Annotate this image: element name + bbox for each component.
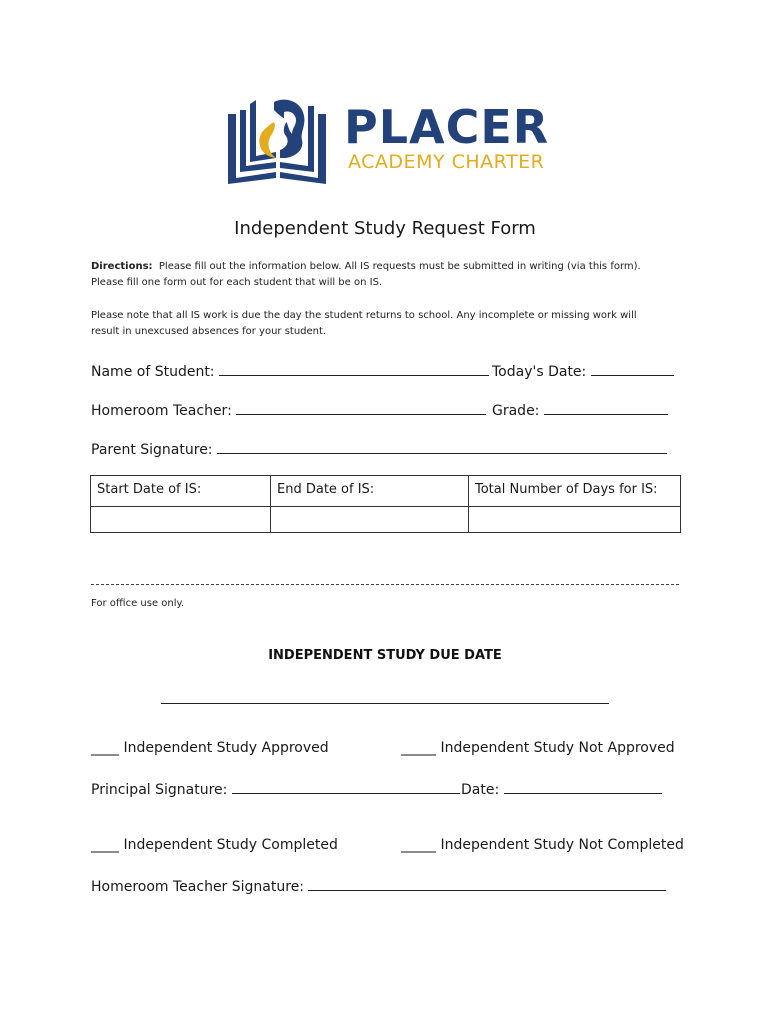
- directions-line-2: Please fill one form out for each student that will be on IS.: [91, 277, 383, 288]
- todays-date-row: [492, 361, 674, 380]
- principal-signature-label: Principal Signature:: [91, 782, 228, 798]
- student-name-row: [91, 361, 489, 380]
- homeroom-signature-field[interactable]: [308, 876, 666, 891]
- form-title: Independent Study Request Form: [234, 218, 536, 239]
- not-approved-option[interactable]: _____ Independent Study Not Approved: [401, 740, 675, 756]
- directions-text-1: Please fill out the information below. All IS requests must be submitted in writing (via this form).: [158, 261, 641, 272]
- start-date-cell[interactable]: [91, 507, 271, 533]
- table-header-row: [91, 476, 681, 507]
- homeroom-teacher-field[interactable]: [236, 400, 486, 415]
- principal-date-field[interactable]: [504, 779, 662, 794]
- student-name-label: Name of Student:: [91, 364, 215, 380]
- office-use-note: For office use only.: [91, 598, 185, 609]
- homeroom-signature-row: [91, 876, 666, 895]
- student-name-field[interactable]: [219, 361, 489, 376]
- parent-signature-field[interactable]: [217, 439, 667, 454]
- due-date-heading: INDEPENDENT STUDY DUE DATE: [268, 648, 502, 663]
- principal-date-label: Date:: [461, 782, 500, 798]
- homeroom-teacher-row: [91, 400, 486, 419]
- table-row: [91, 507, 681, 533]
- grade-field[interactable]: [544, 400, 668, 415]
- completed-option[interactable]: ____ Independent Study Completed: [91, 837, 338, 853]
- logo-wordmark: PLACER: [344, 100, 550, 154]
- logo-subtitle: ACADEMY CHARTER: [348, 151, 545, 173]
- total-days-header: Total Number of Days for IS:: [469, 476, 681, 507]
- parent-signature-row: [91, 439, 667, 458]
- todays-date-field[interactable]: [591, 361, 674, 376]
- total-days-cell[interactable]: [469, 507, 681, 533]
- school-logo: [226, 92, 556, 192]
- directions-line-1: [91, 261, 641, 272]
- book-lion-icon: [226, 92, 336, 192]
- end-date-header: End Date of IS:: [271, 476, 469, 507]
- end-date-cell[interactable]: [271, 507, 469, 533]
- principal-signature-field[interactable]: [232, 779, 460, 794]
- is-dates-table: [90, 475, 681, 533]
- directions-label: Directions:: [91, 261, 153, 272]
- not-completed-option[interactable]: _____ Independent Study Not Completed: [401, 837, 684, 853]
- homeroom-teacher-label: Homeroom Teacher:: [91, 403, 232, 419]
- approved-option[interactable]: ____ Independent Study Approved: [91, 740, 329, 756]
- principal-signature-row: [91, 779, 460, 798]
- directions-line-4: result in unexcused absences for your student.: [91, 326, 327, 337]
- parent-signature-label: Parent Signature:: [91, 442, 213, 458]
- directions-line-3: Please note that all IS work is due the day the student returns to school. Any incomplete or missing work will: [91, 310, 637, 321]
- grade-label: Grade:: [492, 403, 540, 419]
- principal-date-row: [461, 779, 662, 798]
- office-divider: [91, 584, 679, 585]
- due-date-field[interactable]: [161, 703, 609, 704]
- homeroom-signature-label: Homeroom Teacher Signature:: [91, 879, 305, 895]
- todays-date-label: Today's Date:: [492, 364, 587, 380]
- start-date-header: Start Date of IS:: [91, 476, 271, 507]
- grade-row: [492, 400, 668, 419]
